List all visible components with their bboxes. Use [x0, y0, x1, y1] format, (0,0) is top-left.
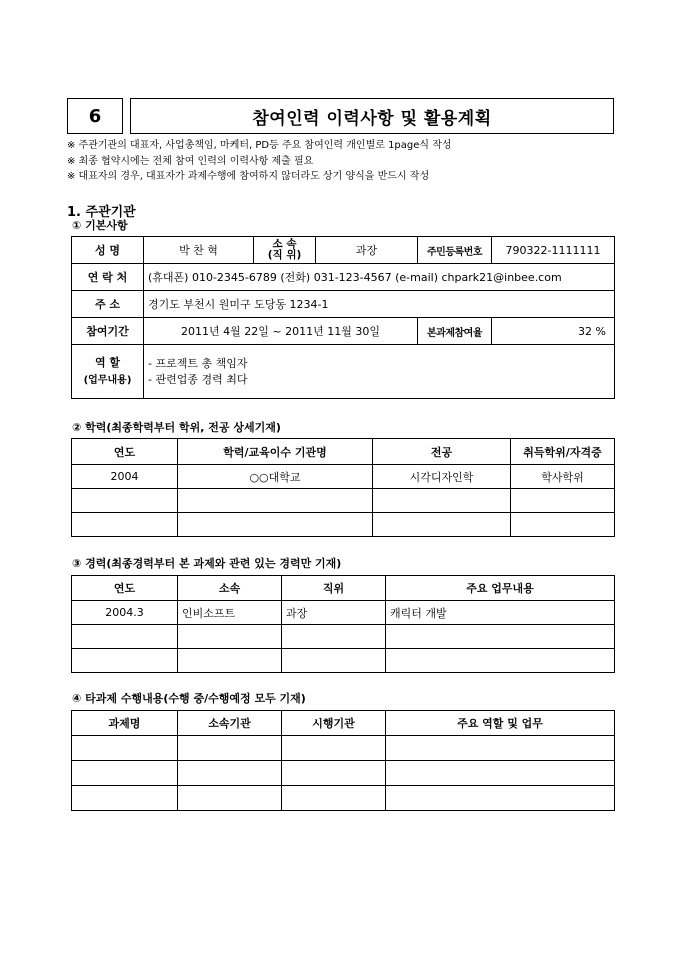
table-cell — [373, 489, 511, 513]
column-header: 연도 — [72, 576, 178, 601]
period-label: 참여기간 — [72, 318, 144, 345]
column-header: 과제명 — [72, 711, 178, 736]
column-header: 직위 — [282, 576, 386, 601]
career-table — [71, 575, 615, 673]
org-label-line-2: (직 위) — [267, 249, 302, 261]
table-row — [72, 489, 615, 513]
role-line-2: - 관련업종 경력 최다 — [148, 372, 248, 386]
table-cell: 2004.3 — [72, 601, 178, 625]
org-label-line-1: 소 속 — [272, 238, 297, 250]
table-row — [72, 345, 615, 399]
note-line-3: ※ 대표자의 경우, 대표자가 과제수행에 참여하지 않더라도 상기 양식을 반드시 작성 — [67, 171, 430, 182]
basic-info-table — [71, 236, 615, 399]
table-cell — [72, 489, 178, 513]
table-cell — [178, 625, 282, 649]
table-row — [72, 264, 615, 291]
career-heading: ③ 경력(최종경력부터 본 과제와 관련 있는 경력만 기재) — [72, 557, 342, 570]
rrn-label: 주민등록번호 — [418, 237, 492, 264]
table-cell: ○○대학교 — [178, 465, 373, 489]
table-cell — [511, 489, 615, 513]
rrn-value: 790322-1111111 — [492, 237, 615, 264]
column-header: 연도 — [72, 439, 178, 465]
contact-label: 연 락 처 — [72, 264, 144, 291]
table-cell — [282, 786, 386, 811]
other-projects-table — [71, 710, 615, 811]
table-row — [72, 513, 615, 537]
contact-value: (휴대폰) 010-2345-6789 (전화) 031-123-4567 (e-mail) chpark21@inbee.com — [144, 264, 615, 291]
column-header: 취득학위/자격증 — [511, 439, 615, 465]
period-value: 2011년 4월 22일 ~ 2011년 11월 30일 — [144, 318, 418, 345]
column-header: 주요 업무내용 — [386, 576, 615, 601]
education-table — [71, 438, 615, 537]
table-cell — [386, 625, 615, 649]
table-header-row — [72, 576, 615, 601]
table-cell — [178, 786, 282, 811]
table-cell — [72, 625, 178, 649]
table-cell — [282, 761, 386, 786]
table-cell: 인비소프트 — [178, 601, 282, 625]
table-cell — [72, 736, 178, 761]
table-row — [72, 649, 615, 673]
role-line-1: - 프로젝트 총 책임자 — [148, 356, 248, 370]
table-cell — [373, 513, 511, 537]
education-heading: ② 학력(최종학력부터 학위, 전공 상세기재) — [72, 421, 281, 434]
ratio-label: 본과제참여율 — [418, 318, 492, 345]
org-label — [254, 237, 316, 264]
table-cell — [72, 761, 178, 786]
role-value — [144, 345, 615, 399]
table-cell: 캐릭터 개발 — [386, 601, 615, 625]
note-line-2: ※ 최종 협약시에는 전체 참여 인력의 이력사항 제출 필요 — [67, 156, 314, 167]
table-cell — [178, 489, 373, 513]
table-row — [72, 625, 615, 649]
table-cell — [282, 649, 386, 673]
basic-info-heading: ① 기본사항 — [72, 219, 128, 232]
page-title: 참여인력 이력사항 및 활용계획 — [130, 98, 614, 134]
column-header: 주요 역할 및 업무 — [386, 711, 615, 736]
column-header: 소속기관 — [178, 711, 282, 736]
org-value: 과장 — [316, 237, 418, 264]
table-header-row — [72, 439, 615, 465]
table-cell — [178, 649, 282, 673]
column-header: 전공 — [373, 439, 511, 465]
table-cell — [282, 736, 386, 761]
table-cell — [282, 625, 386, 649]
column-header: 시행기관 — [282, 711, 386, 736]
table-row — [72, 601, 615, 625]
role-label-line-2: (업무내용) — [83, 374, 132, 386]
table-cell — [72, 786, 178, 811]
table-header-row — [72, 711, 615, 736]
table-cell: 2004 — [72, 465, 178, 489]
table-cell — [72, 513, 178, 537]
ratio-value: 32 % — [492, 318, 615, 345]
table-cell — [178, 513, 373, 537]
table-cell — [178, 761, 282, 786]
name-label: 성 명 — [72, 237, 144, 264]
column-header: 학력/교육이수 기관명 — [178, 439, 373, 465]
table-row — [72, 761, 615, 786]
table-cell — [386, 736, 615, 761]
table-row — [72, 237, 615, 264]
table-cell — [72, 649, 178, 673]
table-row — [72, 465, 615, 489]
table-cell: 학사학위 — [511, 465, 615, 489]
address-label: 주 소 — [72, 291, 144, 318]
address-value: 경기도 부천시 원미구 도당동 1234-1 — [144, 291, 615, 318]
role-label-line-1: 역 할 — [94, 355, 121, 369]
other-projects-heading: ④ 타과제 수행내용(수행 중/수행예정 모두 기재) — [72, 692, 306, 705]
column-header: 소속 — [178, 576, 282, 601]
table-cell — [178, 736, 282, 761]
table-row — [72, 318, 615, 345]
table-row — [72, 736, 615, 761]
note-line-1: ※ 주관기관의 대표자, 사업총책임, 마케터, PD등 주요 참여인력 개인별로 1page식 작성 — [67, 140, 452, 151]
name-value: 박 찬 혁 — [144, 237, 254, 264]
table-cell — [386, 761, 615, 786]
table-cell: 과장 — [282, 601, 386, 625]
table-row — [72, 786, 615, 811]
table-row — [72, 291, 615, 318]
role-label — [72, 345, 144, 399]
section-number-box: 6 — [67, 98, 123, 134]
table-cell — [386, 649, 615, 673]
table-cell: 시각디자인학 — [373, 465, 511, 489]
table-cell — [386, 786, 615, 811]
section-title: 1. 주관기관 — [67, 205, 136, 220]
table-cell — [511, 513, 615, 537]
